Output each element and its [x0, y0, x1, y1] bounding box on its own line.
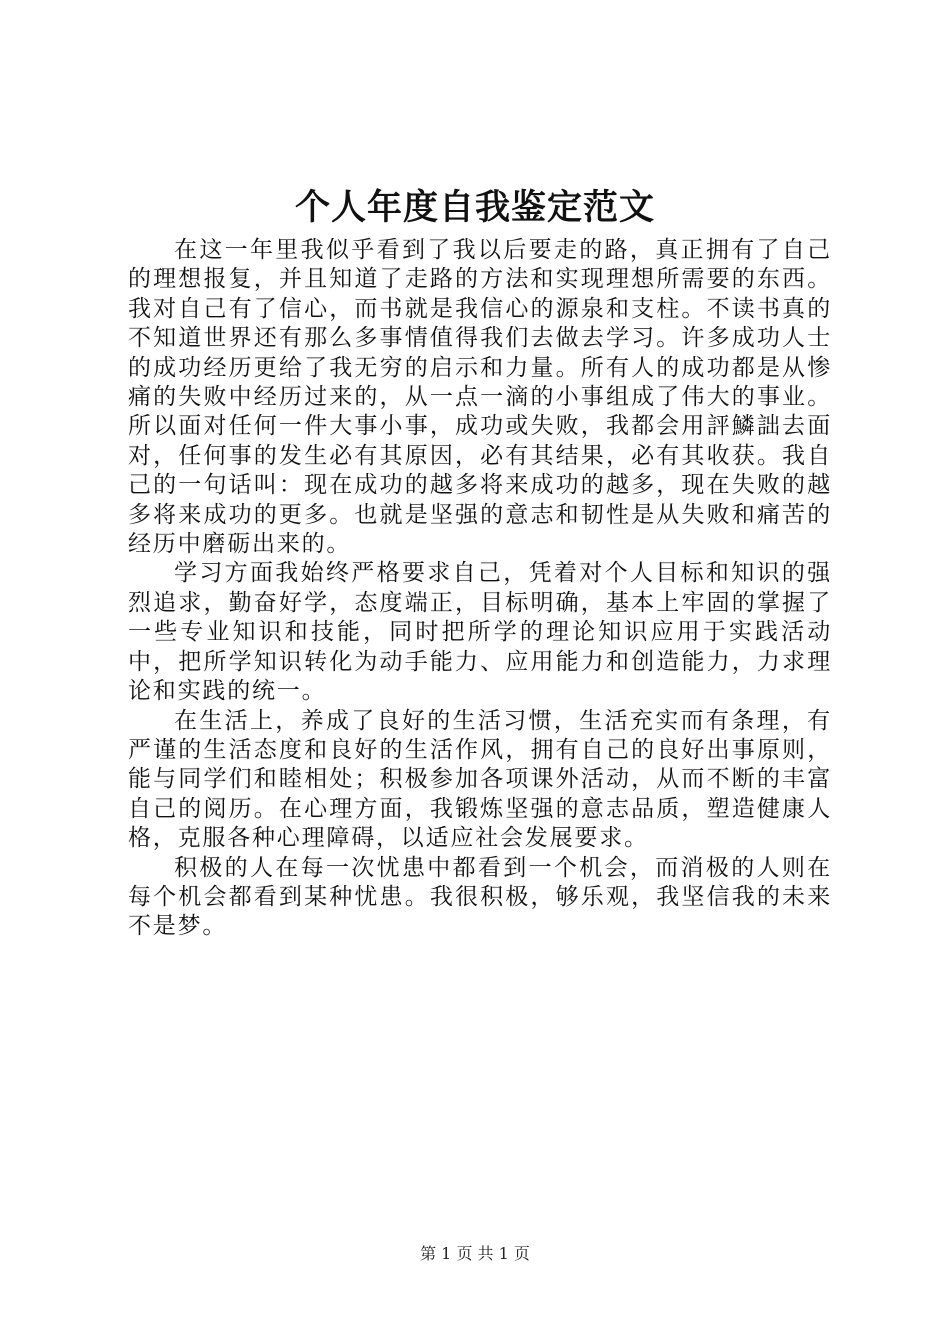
paragraph-3: 在生活上，养成了良好的生活习惯，生活充实而有条理，有严谨的生活态度和良好的生活作风，拥有自己的良好出事原则，能与同学们和睦相处；积极参加各项课外活动，从而不断的丰富自己的阅历。在心理方面，我锻炼坚强的意志品质，塑造健康人格，克服各种心理障碍，以适应社会发展要求。: [128, 707, 832, 852]
page-footer: 第 1 页 共 1 页: [420, 1244, 530, 1263]
paragraph-4: 积极的人在每一次忧患中都看到一个机会，而消极的人则在每个机会都看到某种忧患。我很积极，够乐观，我坚信我的未来不是梦。: [128, 854, 832, 940]
document-body: [128, 236, 832, 942]
document-title: 个人年度自我鉴定范文: [294, 187, 655, 228]
paragraph-1: 在这一年里我似乎看到了我以后要走的路，真正拥有了自己的理想报复，并且知道了走路的方法和实现理想所需要的东西。我对自己有了信心，而书就是我信心的源泉和支柱。不读书真的不知道世界还有那么多事情值得我们去做去学习。许多成功人士的成功经历更给了我无穷的启示和力量。所有人的成功都是从惨痛的失败中经历过来的，从一点一滴的小事组成了伟大的事业。所以面对任何一件大事小事，成功或失败，我都会用評鱗詘去面对，任何事的发生必有其原因，必有其结果，必有其收获。我自己的一句话叫：现在成功的越多将来成功的越多，现在失败的越多将来成功的更多。也就是坚强的意志和韧性是从失败和痛苦的经历中磨砺出来的。: [128, 237, 832, 558]
paragraph-2: 学习方面我始终严格要求自己，凭着对个人目标和知识的强烈追求，勤奋好学，态度端正，目标明确，基本上牢固的掌握了一些专业知识和技能，同时把所学的理论知识应用于实践活动中，把所学知识转化为动手能力、应用能力和创造能力，力求理论和实践的统一。: [128, 560, 832, 705]
